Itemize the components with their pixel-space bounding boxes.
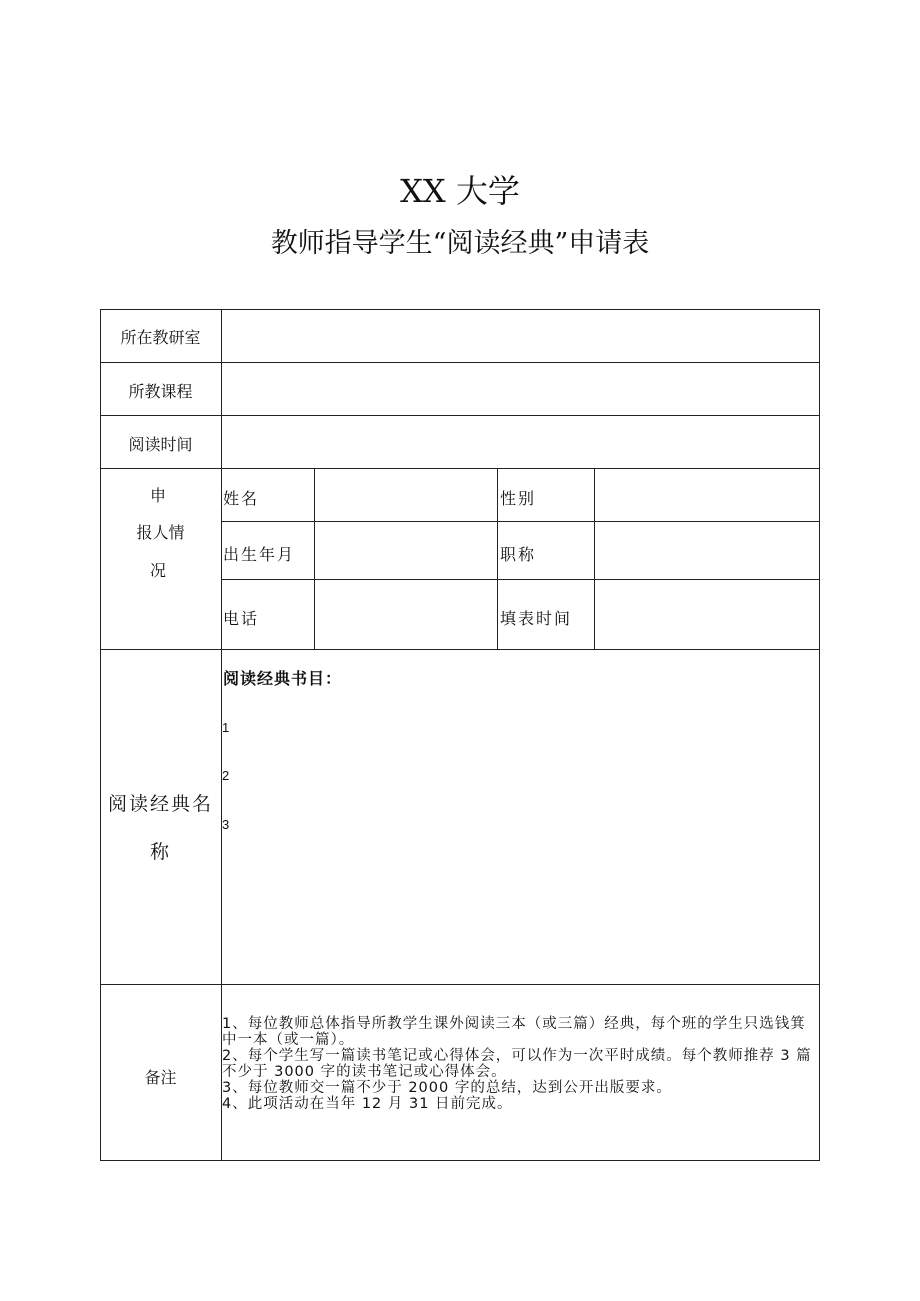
remarks-label: 备注: [144, 1068, 177, 1087]
applicant-label-line1: 申: [149, 486, 166, 505]
department-label: 所在教研室: [120, 328, 201, 347]
classics-item-number: 3: [222, 817, 230, 832]
column-divider: [497, 468, 498, 649]
classics-item-number: 2: [222, 768, 230, 783]
remark-line: 4、此项活动在当年 12 月 31 日前完成。: [222, 1096, 513, 1112]
phone-label: 电话: [223, 609, 260, 628]
gender-field[interactable]: [595, 469, 819, 521]
classics-list-heading: 阅读经典书目：: [223, 669, 343, 688]
birth-label: 出生年月: [223, 545, 296, 564]
name-field[interactable]: [315, 469, 497, 521]
university-title: XX 大学: [400, 172, 520, 210]
gender-label: 性别: [500, 489, 537, 508]
classics-item-number: 1: [222, 720, 230, 735]
classics-list-area[interactable]: [222, 650, 819, 984]
phone-field[interactable]: [315, 580, 497, 649]
course-field[interactable]: [222, 363, 819, 415]
border-right: [819, 309, 820, 1161]
form-title: 教师指导学生“阅读经典”申请表: [270, 228, 650, 259]
classics-label-line1: 阅读经典名: [107, 793, 213, 815]
remarks-text: [222, 1016, 812, 1112]
applicant-label-line2: 报人情: [136, 523, 185, 542]
reading-time-field[interactable]: [222, 416, 819, 468]
applicant-label-line3: 况: [149, 561, 166, 580]
reading-time-label: 阅读时间: [128, 435, 193, 454]
application-form: [100, 309, 820, 1161]
fill-date-label: 填表时间: [500, 609, 573, 628]
border-bottom: [100, 1160, 820, 1161]
remark-line: 3、每位教师交一篇不少于 2000 字的总结，达到公开出版要求。: [222, 1080, 672, 1096]
job-title-field[interactable]: [595, 522, 819, 579]
name-label: 姓名: [223, 489, 260, 508]
classics-label-line2: 称: [149, 841, 171, 863]
department-field[interactable]: [222, 310, 819, 362]
course-label: 所教课程: [128, 382, 193, 401]
row-divider: [100, 984, 820, 985]
fill-date-field[interactable]: [595, 580, 819, 649]
remark-line: 1、每位教师总体指导所教学生课外阅读三本（或三篇）经典，每个班的学生只选钱箕中一本（或一篇）。: [222, 1016, 806, 1048]
job-title-label: 职称: [500, 545, 537, 564]
birth-field[interactable]: [315, 522, 497, 579]
remark-line: 2、每个学生写一篇读书笔记或心得体会，可以作为一次平时成绩。每个教师推荐 3 篇不少于 3000 字的读书笔记或心得体会。: [222, 1048, 812, 1080]
